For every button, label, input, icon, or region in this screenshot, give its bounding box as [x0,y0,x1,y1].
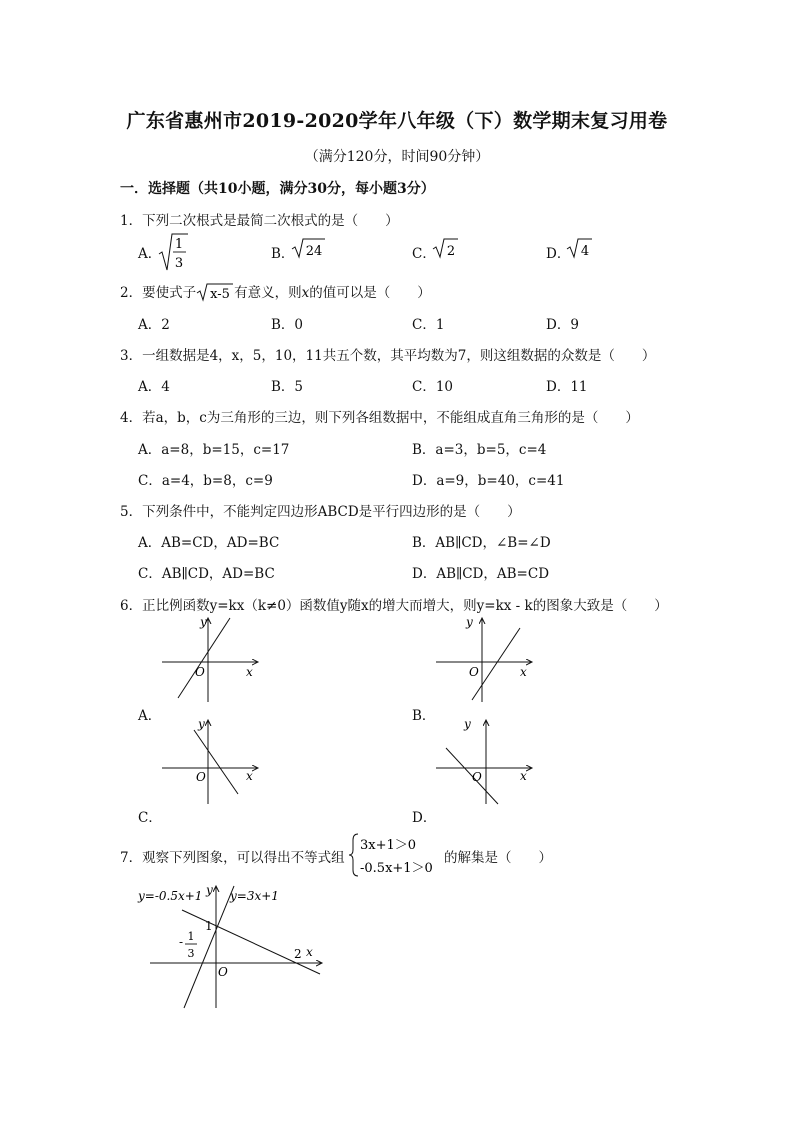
q6b-origin: O [469,665,479,679]
q1-option-c-label: C． [412,246,436,262]
q2-option-b: B．0 [271,317,304,333]
question-6-stem: 6．正比例函数y=kx（k≠0）函数值y随x的增大而增大，则y=kx - k的图象大致是（ ） [120,598,668,614]
question-2-stem [120,281,431,302]
q2-variable: x [301,285,310,301]
page-title: 广东省惠州市2019-2020学年八年级（下）数学期末复习用卷 [126,110,668,132]
q7-x-label: x [306,945,313,959]
q1-option-a-label: A． [138,246,162,262]
q1-d-radicand: 4 [580,244,590,259]
q5-option-c: C．AB∥CD，AD=BC [138,566,275,582]
q6-graph-b [432,612,542,704]
q2-option-c: C．1 [412,317,445,333]
q7-line2-label: y=3x+1 [230,889,279,903]
q2-stem-post2: 的值可以是（ ） [309,285,431,301]
q6a-y-label: y [200,615,207,629]
q6-option-a: A． [138,708,162,724]
question-5-stem: 5．下列条件中，不能判定四边形ABCD是平行四边形的是（ ） [120,504,521,520]
q2-stem-pre: 2．要使式子 [120,285,197,301]
q7-origin: O [218,965,228,979]
q2-option-a: A．2 [138,317,170,333]
section-heading: 一．选择题（共10小题，满分30分，每小题3分） [120,181,435,197]
q6c-y-label: y [198,717,205,731]
q1-a-numerator: 1 [174,237,184,252]
q2-radical [196,282,234,302]
q1-b-radicand: 24 [305,244,323,259]
q7-intercept-2: 2 [294,947,302,961]
q1-c-radicand: 2 [446,244,456,259]
q3-option-d: D．11 [546,379,588,395]
question-3-stem: 3．一组数据是4，x，5，10，11共五个数，其平均数为7，则这组数据的众数是（ ） [120,348,656,364]
q6d-x-label: x [520,769,527,783]
q6d-y-label: y [464,717,471,731]
q1-option-b-label: B． [271,246,295,262]
q2-radicand: x-5 [210,287,230,302]
q4-option-d: D．a=9，b=40，c=41 [412,473,565,489]
page-subtitle: （满分120分，时间90分钟） [304,149,490,165]
q4-option-b: B．a=3，b=5，c=4 [412,442,547,458]
q6c-x-label: x [246,769,253,783]
q6b-y-label: y [466,615,473,629]
q1-option-c-radical [432,236,460,260]
q6b-x-label: x [520,665,527,679]
q1-a-denominator: 3 [174,256,184,271]
q1-option-a-radical [158,230,190,274]
q3-option-b: B．5 [271,379,304,395]
question-1-stem: 1．下列二次根式是最简二次根式的是（ ） [120,213,399,229]
q2-stem-post: 有意义，则 [234,285,302,301]
q7-line1-label: y=-0.5x+1 [138,889,203,903]
q6-option-b: B． [412,708,436,724]
q7-inequality-1: 3x+1＞0 [360,838,417,853]
question-7-stem-pre: 7．观察下列图象，可以得出不等式组 [120,850,345,866]
q4-option-a: A．a=8，b=15，c=17 [138,442,290,458]
q6-graph-d [432,714,542,806]
q6c-origin: O [196,770,206,784]
q7-graph [134,880,334,1012]
question-4-stem: 4．若a，b，c为三角形的三边，则下列各组数据中，不能组成直角三角形的是（ ） [120,410,639,426]
q6d-origin: O [472,770,482,784]
q6-option-c: C． [138,810,162,826]
q1-option-d-radical [566,236,594,260]
q3-option-c: C．10 [412,379,454,395]
q6a-x-label: x [246,665,253,679]
q6-option-d: D． [412,810,437,826]
q5-option-b: B．AB∥CD，∠B=∠D [412,535,551,551]
question-7-stem-post: 的解集是（ ） [444,850,552,866]
q1-option-d-label: D． [546,246,571,262]
q7-inequality-2: -0.5x+1＞0 [360,861,433,876]
q6a-origin: O [195,665,205,679]
q6-graph-c [158,714,268,806]
q3-option-a: A．4 [138,379,170,395]
q5-option-a: A．AB=CD，AD=BC [138,535,280,551]
q7-frac-num: 1 [187,930,195,943]
q7-frac-den: 3 [187,947,195,960]
q7-intercept-1: 1 [205,919,213,933]
q2-option-d: D．9 [546,317,579,333]
q7-neg-sign: - [179,935,184,949]
q4-option-c: C．a=4，b=8，c=9 [138,473,273,489]
q7-inequality-system [348,832,448,878]
q5-option-d: D．AB∥CD，AB=CD [412,566,550,582]
q7-y-label: y [206,883,213,897]
q1-option-b-radical [291,236,327,260]
q6-graph-a [158,612,268,704]
